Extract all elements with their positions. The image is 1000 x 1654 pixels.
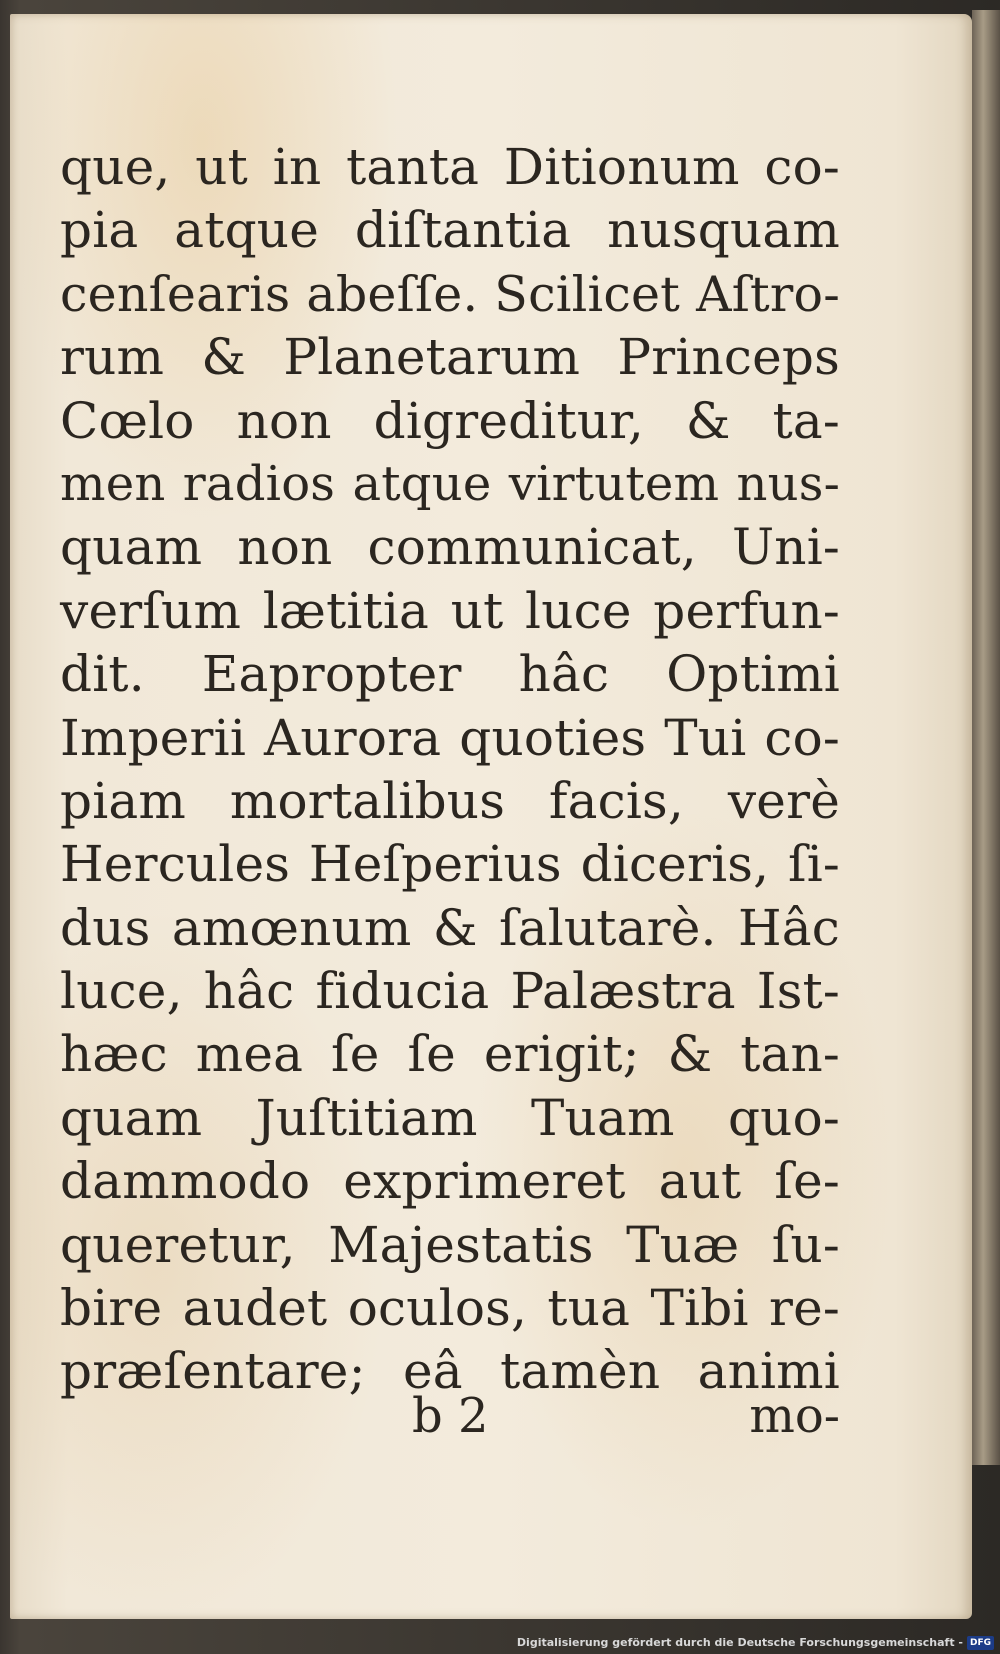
text-line: quam Juſtitiam Tuam quo- <box>60 1088 840 1147</box>
text-line: pia atque diſtantia nusquam <box>60 201 840 260</box>
dfg-logo: DFG <box>967 1636 994 1650</box>
text-line: dus amœnum & ſalutarè. Hâc <box>60 898 840 957</box>
text-line: cenſearis abeſſe. Scilicet Aſtro- <box>60 265 840 323</box>
text-line: quam non communicat, Uni- <box>60 518 840 577</box>
text-line: verſum lætitia ut luce perfun- <box>60 581 840 640</box>
text-line: Imperii Aurora quoties Tui co- <box>60 708 840 767</box>
text-line: que, ut in tanta Ditionum co- <box>60 138 840 196</box>
text-line: piam mortalibus facis, verè <box>60 771 840 830</box>
text-line: dammodo exprimeret aut ſe- <box>60 1152 840 1211</box>
catchword: mo- <box>749 1388 840 1444</box>
text-line: præſentare; eâ tamèn animi <box>60 1342 840 1401</box>
digitization-credit <box>517 1635 994 1651</box>
text-line: men radios atque virtutem nus- <box>60 455 840 512</box>
credit-text: Digitalisierung gefördert durch die Deutsche Forschungsgemeinschaft - <box>516 1636 963 1649</box>
text-line: queretur, Majestatis Tuæ ſu- <box>60 1215 840 1274</box>
signature-mark: b 2 <box>412 1388 489 1444</box>
text-line: hæc mea ſe ſe erigit; & tan- <box>60 1025 840 1084</box>
text-line: rum & Planetarum Princeps <box>60 328 840 387</box>
body-text <box>60 136 840 1404</box>
page-foot <box>60 1386 840 1446</box>
book-page-edge <box>972 10 1000 1465</box>
text-line: Cœlo non digreditur, & ta- <box>60 391 840 450</box>
text-line: Hercules Heſperius diceris, ſi- <box>60 835 840 894</box>
book-page <box>10 14 972 1619</box>
text-line: bire audet oculos, tua Tibi re- <box>60 1279 840 1338</box>
text-line: luce, hâc fiducia Palæstra Ist- <box>60 962 840 1021</box>
text-line: dit. Eapropter hâc Optimi <box>60 645 840 704</box>
